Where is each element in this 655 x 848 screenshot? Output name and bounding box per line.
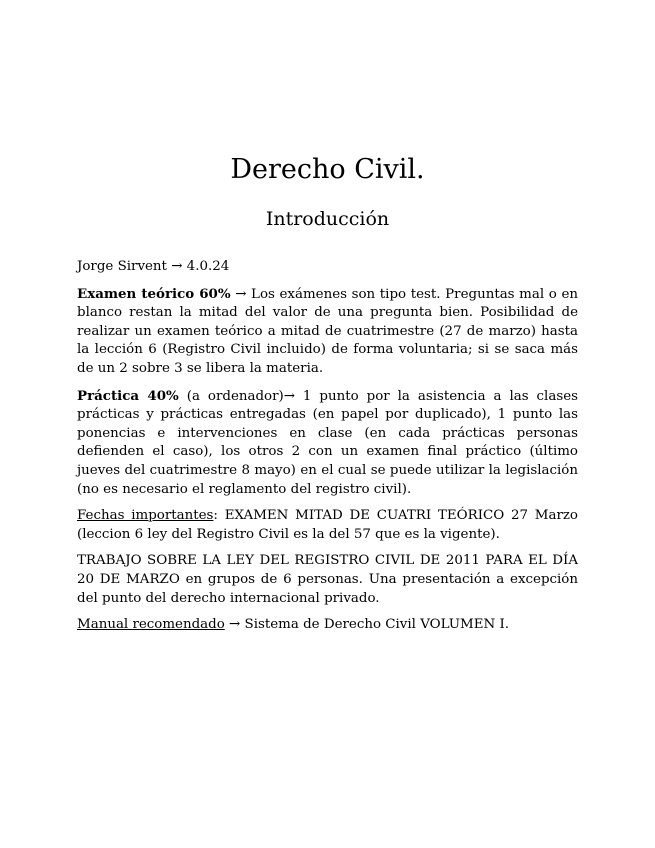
author-line: Jorge Sirvent → 4.0.24 <box>77 259 230 274</box>
exam-paragraph <box>77 285 578 379</box>
dates-text: : EXAMEN MITAD DE CUATRI TEÓRICO 27 Marzo (leccion 6 ley del Registro Civil es la del 57 que es la vigente). <box>77 508 578 542</box>
work-paragraph: TRABAJO SOBRE LA LEY DEL REGISTRO CIVIL DE 2011 PARA EL DÍA 20 DE MARZO en grupos de 6 personas. Una presentación a excepción del punto del derecho internacional privado. <box>77 553 578 606</box>
dates-paragraph <box>77 507 578 544</box>
practice-label: Práctica 40% <box>77 387 179 404</box>
dates-label: Fechas importantes <box>77 508 214 524</box>
document-body <box>77 258 578 643</box>
exam-label: Examen teórico 60% <box>77 285 231 302</box>
manual-label: Manual recomendado <box>77 617 225 633</box>
practice-paragraph <box>77 387 578 500</box>
exam-text: → Los exámenes son tipo test. Preguntas mal o en blanco restan la mitad del valor de una pregunta bien. Posibilidad de realizar un examen teórico a mitad de cuatrimestre (27 de marzo) hasta la lección 6 (Registro Civil incluido) de forma voluntaria; si se saca más de un 2 sobre 3 se libera la materia. <box>77 286 578 376</box>
manual-paragraph <box>77 616 578 635</box>
practice-text: (a ordenador)→ 1 punto por la asistencia a las clases prácticas y prácticas entregadas (en papel por duplicado), 1 punto las ponencias e intervenciones en clase (en cada prácticas personas defienden el caso), los otros 2 con un examen final práctico (último jueves del cuatrimestre 8 mayo) en el cual se puede utilizar la legislación (no es necesario el reglamento del registro civil). <box>77 388 578 497</box>
manual-text: → Sistema de Derecho Civil VOLUMEN I. <box>224 617 510 633</box>
document-subtitle: Introducción <box>265 208 390 230</box>
document-title: Derecho Civil. <box>230 154 425 185</box>
